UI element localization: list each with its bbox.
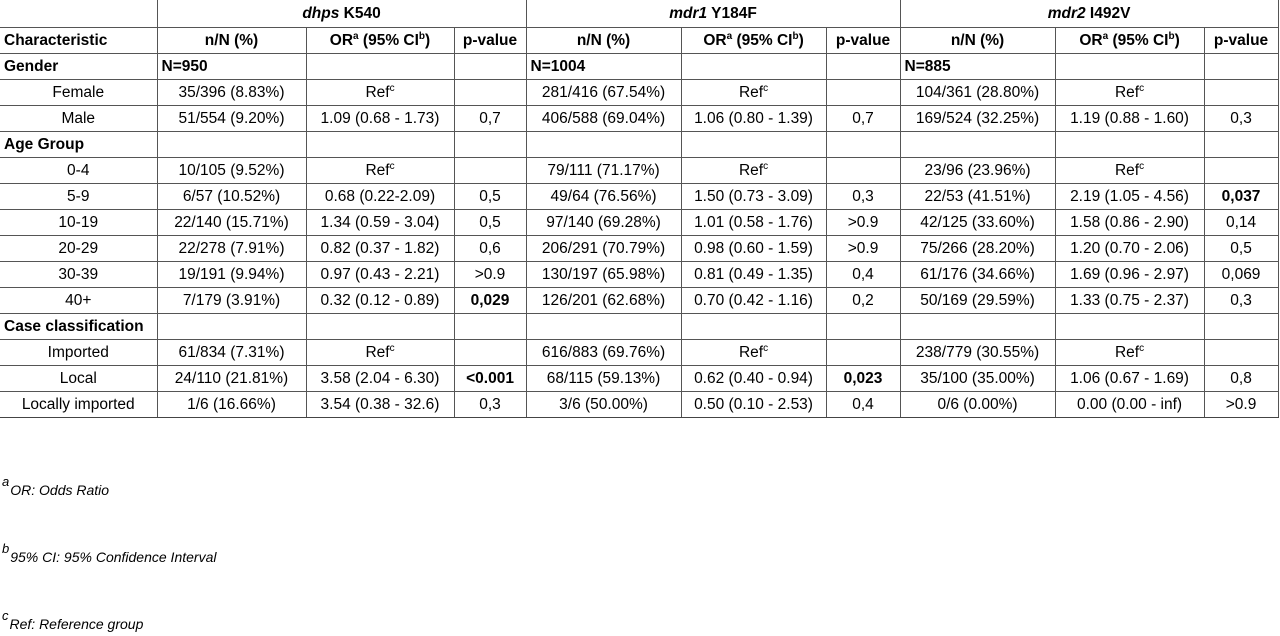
- n-over-N: 169/524 (32.25%): [900, 106, 1055, 132]
- odds-ratio: 0.98 (0.60 - 1.59): [681, 236, 826, 262]
- odds-ratio: 1.06 (0.67 - 1.69): [1055, 366, 1204, 392]
- ref-sup-c: c: [763, 342, 769, 354]
- row-label: Imported: [0, 340, 157, 366]
- ref-sup-c: c: [1139, 342, 1145, 354]
- row-label: 0-4: [0, 158, 157, 184]
- n-over-N: 23/96 (23.96%): [900, 158, 1055, 184]
- p-value: 0,3: [454, 392, 526, 418]
- odds-ratio: 0.70 (0.42 - 1.16): [681, 288, 826, 314]
- or-prefix: OR: [703, 31, 727, 49]
- footnote-c: cRef: Reference group: [2, 608, 144, 632]
- n-over-N: 22/53 (41.51%): [900, 184, 1055, 210]
- or-prefix: OR: [1079, 31, 1103, 49]
- odds-ratio: 1.33 (0.75 - 2.37): [1055, 288, 1204, 314]
- ref-label: Ref: [738, 343, 764, 361]
- odds-ratio: [306, 340, 454, 366]
- ref-label: Ref: [1114, 343, 1140, 361]
- p-value: [826, 158, 900, 184]
- footnote-b: b95% CI: 95% Confidence Interval: [2, 541, 217, 565]
- p-value: 0,6: [454, 236, 526, 262]
- odds-ratio: 1.34 (0.59 - 3.04): [306, 210, 454, 236]
- p-value: [1204, 158, 1278, 184]
- n-over-N: 238/779 (30.55%): [900, 340, 1055, 366]
- empty-cell: [1055, 54, 1204, 80]
- odds-ratio: [681, 158, 826, 184]
- header-nN: n/N (%): [157, 28, 306, 54]
- p-value: >0.9: [826, 210, 900, 236]
- n-over-N: 49/64 (76.56%): [526, 184, 681, 210]
- ref-label: Ref: [738, 161, 764, 179]
- ref-label: Ref: [1114, 161, 1140, 179]
- empty-cell: [454, 132, 526, 158]
- empty-cell: [454, 314, 526, 340]
- empty-cell: [681, 314, 826, 340]
- n-over-N: 3/6 (50.00%): [526, 392, 681, 418]
- p-value: [1204, 340, 1278, 366]
- odds-ratio: 1.58 (0.86 - 2.90): [1055, 210, 1204, 236]
- or-sup-a: a: [1102, 30, 1109, 42]
- odds-ratio: [1055, 340, 1204, 366]
- odds-ratio: [306, 158, 454, 184]
- ref-label: Ref: [365, 343, 390, 361]
- p-value: 0,5: [1204, 236, 1278, 262]
- empty-cell: [1204, 132, 1278, 158]
- p-value: [826, 80, 900, 106]
- header-pvalue: p-value: [826, 28, 900, 54]
- header-or: [1055, 28, 1204, 54]
- row-label: Female: [0, 80, 157, 106]
- row-label: Male: [0, 106, 157, 132]
- empty-cell: [306, 54, 454, 80]
- or-mid: (95% CI: [358, 31, 419, 49]
- n-over-N: 281/416 (67.54%): [526, 80, 681, 106]
- n-over-N: 22/140 (15.71%): [157, 210, 306, 236]
- empty-cell: [826, 54, 900, 80]
- header-group-mdr2: [900, 0, 1278, 28]
- section-total: N=1004: [526, 54, 681, 80]
- empty-cell: [1204, 314, 1278, 340]
- odds-ratio: 0.32 (0.12 - 0.89): [306, 288, 454, 314]
- n-over-N: 75/266 (28.20%): [900, 236, 1055, 262]
- section-total: [900, 314, 1055, 340]
- section-total: [157, 132, 306, 158]
- empty-cell: [681, 54, 826, 80]
- n-over-N: 126/201 (62.68%): [526, 288, 681, 314]
- header-pvalue: p-value: [1204, 28, 1278, 54]
- p-value: 0,4: [826, 262, 900, 288]
- odds-ratio: 0.62 (0.40 - 0.94): [681, 366, 826, 392]
- odds-ratio: 1.09 (0.68 - 1.73): [306, 106, 454, 132]
- odds-ratio: 1.50 (0.73 - 3.09): [681, 184, 826, 210]
- odds-ratio: 2.19 (1.05 - 4.56): [1055, 184, 1204, 210]
- table-row: [0, 340, 1278, 366]
- ref-sup-c: c: [763, 160, 769, 172]
- p-value: 0,037: [1204, 184, 1278, 210]
- section-row: [0, 132, 1278, 158]
- section-total: [526, 132, 681, 158]
- gene-name: dhps: [302, 4, 340, 22]
- header-row-genes: [0, 0, 1278, 28]
- p-value: [454, 340, 526, 366]
- p-value: 0,5: [454, 210, 526, 236]
- table-row: [0, 392, 1278, 418]
- header-group-mdr1: [526, 0, 900, 28]
- table-row: [0, 80, 1278, 106]
- n-over-N: 97/140 (69.28%): [526, 210, 681, 236]
- p-value: [826, 340, 900, 366]
- n-over-N: 24/110 (21.81%): [157, 366, 306, 392]
- n-over-N: 1/6 (16.66%): [157, 392, 306, 418]
- ref-label: Ref: [1114, 83, 1140, 101]
- n-over-N: 6/57 (10.52%): [157, 184, 306, 210]
- table-row: [0, 288, 1278, 314]
- row-label: Locally imported: [0, 392, 157, 418]
- odds-ratio: 0.50 (0.10 - 2.53): [681, 392, 826, 418]
- n-over-N: 61/834 (7.31%): [157, 340, 306, 366]
- p-value: 0,7: [826, 106, 900, 132]
- header-row-columns: [0, 28, 1278, 54]
- header-pvalue: p-value: [454, 28, 526, 54]
- ref-sup-c: c: [763, 82, 769, 94]
- mutation-name: Y184F: [707, 4, 757, 22]
- n-over-N: 22/278 (7.91%): [157, 236, 306, 262]
- header-or: [306, 28, 454, 54]
- row-label: 5-9: [0, 184, 157, 210]
- n-over-N: 35/100 (35.00%): [900, 366, 1055, 392]
- n-over-N: 79/111 (71.17%): [526, 158, 681, 184]
- n-over-N: 50/169 (29.59%): [900, 288, 1055, 314]
- ref-label: Ref: [738, 83, 764, 101]
- footnote-a: aOR: Odds Ratio: [2, 474, 110, 498]
- header-or: [681, 28, 826, 54]
- odds-ratio: 0.81 (0.49 - 1.35): [681, 262, 826, 288]
- n-over-N: 206/291 (70.79%): [526, 236, 681, 262]
- p-value: 0,2: [826, 288, 900, 314]
- table-row: [0, 262, 1278, 288]
- row-label: 30-39: [0, 262, 157, 288]
- row-label: 10-19: [0, 210, 157, 236]
- section-title: Age Group: [0, 132, 157, 158]
- p-value: <0.001: [454, 366, 526, 392]
- n-over-N: 51/554 (9.20%): [157, 106, 306, 132]
- empty-cell: [826, 132, 900, 158]
- section-total: [900, 132, 1055, 158]
- n-over-N: 42/125 (33.60%): [900, 210, 1055, 236]
- empty-cell: [826, 314, 900, 340]
- row-label: 20-29: [0, 236, 157, 262]
- odds-ratio: [1055, 80, 1204, 106]
- p-value: 0,14: [1204, 210, 1278, 236]
- odds-ratio: [681, 340, 826, 366]
- odds-ratio: 1.01 (0.58 - 1.76): [681, 210, 826, 236]
- empty-cell: [1055, 314, 1204, 340]
- table-row: [0, 236, 1278, 262]
- or-suffix: ): [798, 31, 804, 49]
- table-row: [0, 210, 1278, 236]
- p-value: >0.9: [454, 262, 526, 288]
- or-sup-a: a: [353, 30, 359, 42]
- empty-cell: [1204, 54, 1278, 80]
- header-group-dhps: [157, 0, 526, 28]
- section-row: [0, 54, 1278, 80]
- p-value: [1204, 80, 1278, 106]
- or-sup-b: b: [792, 30, 799, 42]
- n-over-N: 616/883 (69.76%): [526, 340, 681, 366]
- or-sup-b: b: [418, 30, 426, 42]
- empty-cell: [306, 314, 454, 340]
- or-suffix: ): [425, 31, 431, 49]
- or-sup-b: b: [1168, 30, 1175, 42]
- section-title: Gender: [0, 54, 157, 80]
- odds-ratio: 1.19 (0.88 - 1.60): [1055, 106, 1204, 132]
- empty-cell: [681, 132, 826, 158]
- n-over-N: 68/115 (59.13%): [526, 366, 681, 392]
- section-title: Case classification: [0, 314, 157, 340]
- n-over-N: 130/197 (65.98%): [526, 262, 681, 288]
- gene-name: mdr1: [669, 4, 708, 22]
- table-row: [0, 158, 1278, 184]
- or-mid: (95% CI: [1108, 31, 1169, 49]
- gene-name: mdr2: [1047, 4, 1086, 22]
- p-value: 0,069: [1204, 262, 1278, 288]
- p-value: 0,029: [454, 288, 526, 314]
- odds-ratio: [1055, 158, 1204, 184]
- row-label: 40+: [0, 288, 157, 314]
- p-value: 0,3: [826, 184, 900, 210]
- odds-ratio: 1.20 (0.70 - 2.06): [1055, 236, 1204, 262]
- table-row: [0, 366, 1278, 392]
- n-over-N: 0/6 (0.00%): [900, 392, 1055, 418]
- n-over-N: 19/191 (9.94%): [157, 262, 306, 288]
- odds-ratio: 1.69 (0.96 - 2.97): [1055, 262, 1204, 288]
- n-over-N: 61/176 (34.66%): [900, 262, 1055, 288]
- header-nN: n/N (%): [900, 28, 1055, 54]
- header-blank: [0, 0, 157, 28]
- ref-sup-c: c: [1139, 160, 1145, 172]
- odds-ratio: 0.97 (0.43 - 2.21): [306, 262, 454, 288]
- p-value: >0.9: [826, 236, 900, 262]
- p-value: >0.9: [1204, 392, 1278, 418]
- empty-cell: [454, 54, 526, 80]
- odds-ratio: 1.06 (0.80 - 1.39): [681, 106, 826, 132]
- odds-ratio: [681, 80, 826, 106]
- p-value: 0,7: [454, 106, 526, 132]
- section-total: [526, 314, 681, 340]
- mutation-name: I492V: [1085, 4, 1131, 22]
- p-value: 0,3: [1204, 106, 1278, 132]
- header-nN: n/N (%): [526, 28, 681, 54]
- n-over-N: 35/396 (8.83%): [157, 80, 306, 106]
- section-total: [157, 314, 306, 340]
- odds-ratio: 3.54 (0.38 - 32.6): [306, 392, 454, 418]
- n-over-N: 7/179 (3.91%): [157, 288, 306, 314]
- ref-label: Ref: [365, 161, 390, 179]
- ref-sup-c: c: [389, 160, 395, 172]
- or-suffix: ): [1174, 31, 1180, 49]
- or-prefix: OR: [329, 31, 354, 49]
- section-total: N=885: [900, 54, 1055, 80]
- table-row: [0, 106, 1278, 132]
- empty-cell: [1055, 132, 1204, 158]
- ref-label: Ref: [365, 83, 390, 101]
- odds-ratio: 0.68 (0.22-2.09): [306, 184, 454, 210]
- or-mid: (95% CI: [732, 31, 793, 49]
- section-total: N=950: [157, 54, 306, 80]
- section-row: [0, 314, 1278, 340]
- p-value: 0,5: [454, 184, 526, 210]
- n-over-N: 10/105 (9.52%): [157, 158, 306, 184]
- n-over-N: 104/361 (28.80%): [900, 80, 1055, 106]
- p-value: 0,3: [1204, 288, 1278, 314]
- table-row: [0, 184, 1278, 210]
- ref-sup-c: c: [389, 342, 395, 354]
- p-value: 0,023: [826, 366, 900, 392]
- row-label: Local: [0, 366, 157, 392]
- mutation-name: K540: [339, 4, 381, 22]
- ref-sup-c: c: [1139, 82, 1145, 94]
- odds-ratio: [306, 80, 454, 106]
- n-over-N: 406/588 (69.04%): [526, 106, 681, 132]
- odds-ratio: 0.82 (0.37 - 1.82): [306, 236, 454, 262]
- odds-ratio: 0.00 (0.00 - inf): [1055, 392, 1204, 418]
- p-value: 0,4: [826, 392, 900, 418]
- odds-ratio: 3.58 (2.04 - 6.30): [306, 366, 454, 392]
- or-sup-a: a: [726, 30, 733, 42]
- p-value: 0,8: [1204, 366, 1278, 392]
- p-value: [454, 80, 526, 106]
- ref-sup-c: c: [389, 82, 395, 94]
- empty-cell: [306, 132, 454, 158]
- p-value: [454, 158, 526, 184]
- header-characteristic: Characteristic: [0, 28, 157, 54]
